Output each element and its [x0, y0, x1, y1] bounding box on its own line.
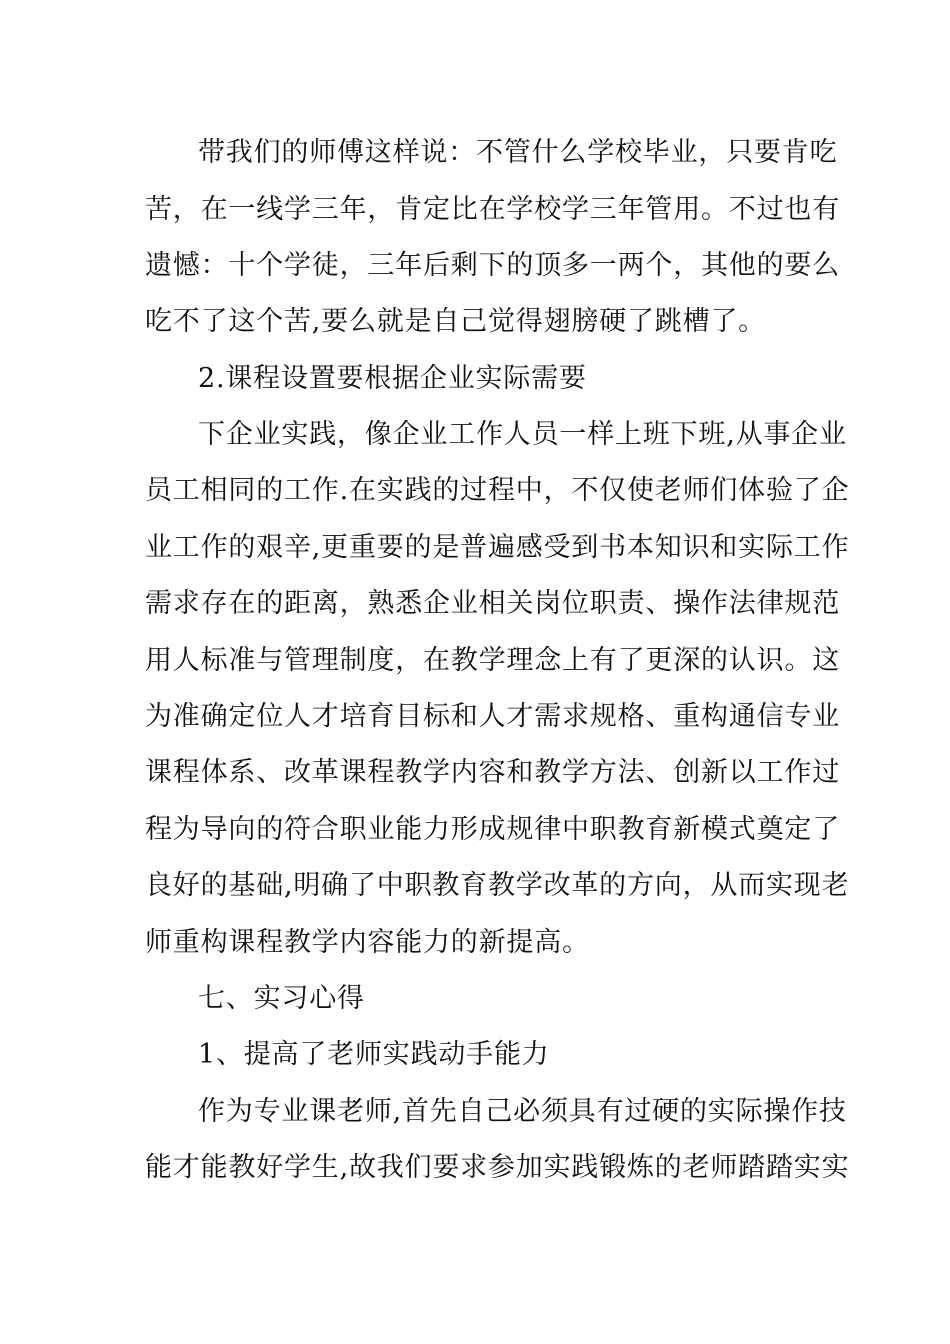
paragraph-line: 下企业实践，像企业工作人员一样上班下班,从事企业 — [198, 419, 847, 450]
section-heading: 七、实习心得 — [198, 983, 365, 1014]
paragraph-line: 带我们的师傅这样说：不管什么学校毕业，只要肯吃 — [198, 137, 838, 168]
paragraph-line: 能才能教好学生,故我们要求参加实践锻炼的老师踏踏实实 — [145, 1152, 850, 1183]
paragraph-line: 吃不了这个苦,要么就是自己觉得翅膀硬了跳槽了。 — [145, 306, 766, 337]
paragraph-line: 良好的基础,明确了中职教育教学改革的方向，从而实现老 — [145, 870, 850, 901]
paragraph-line: 员工相同的工作.在实践的过程中，不仅使老师们体验了企 — [145, 475, 850, 506]
paragraph-line: 程为导向的符合职业能力形成规律中职教育新模式奠定了 — [145, 814, 840, 845]
subsection-heading: 1、提高了老师实践动手能力 — [198, 1039, 550, 1070]
paragraph-line: 苦，在一线学三年，肯定比在学校学三年管用。不过也有 — [145, 194, 840, 225]
paragraph-line: 作为专业课老师,首先自己必须具有过硬的实际操作技 — [198, 1096, 847, 1127]
paragraph-line: 遗憾：十个学徒，三年后剩下的顶多一两个，其他的要么 — [145, 250, 840, 281]
paragraph-line: 为准确定位人才培育目标和人才需求规格、重构通信专业 — [145, 701, 840, 732]
paragraph-line: 师重构课程教学内容能力的新提高。 — [145, 927, 590, 958]
paragraph-line: 课程体系、改革课程教学内容和教学方法、创新以工作过 — [145, 757, 840, 788]
paragraph-line: 业工作的艰辛,更重要的是普遍感受到书本知识和实际工作 — [145, 532, 850, 563]
paragraph-line: 需求存在的距离，熟悉企业相关岗位职责、操作法律规范 — [145, 588, 840, 619]
paragraph-line: 用人标准与管理制度，在教学理念上有了更深的认识。这 — [145, 645, 840, 676]
section-heading: 2.课程设置要根据企业实际需要 — [198, 363, 587, 394]
